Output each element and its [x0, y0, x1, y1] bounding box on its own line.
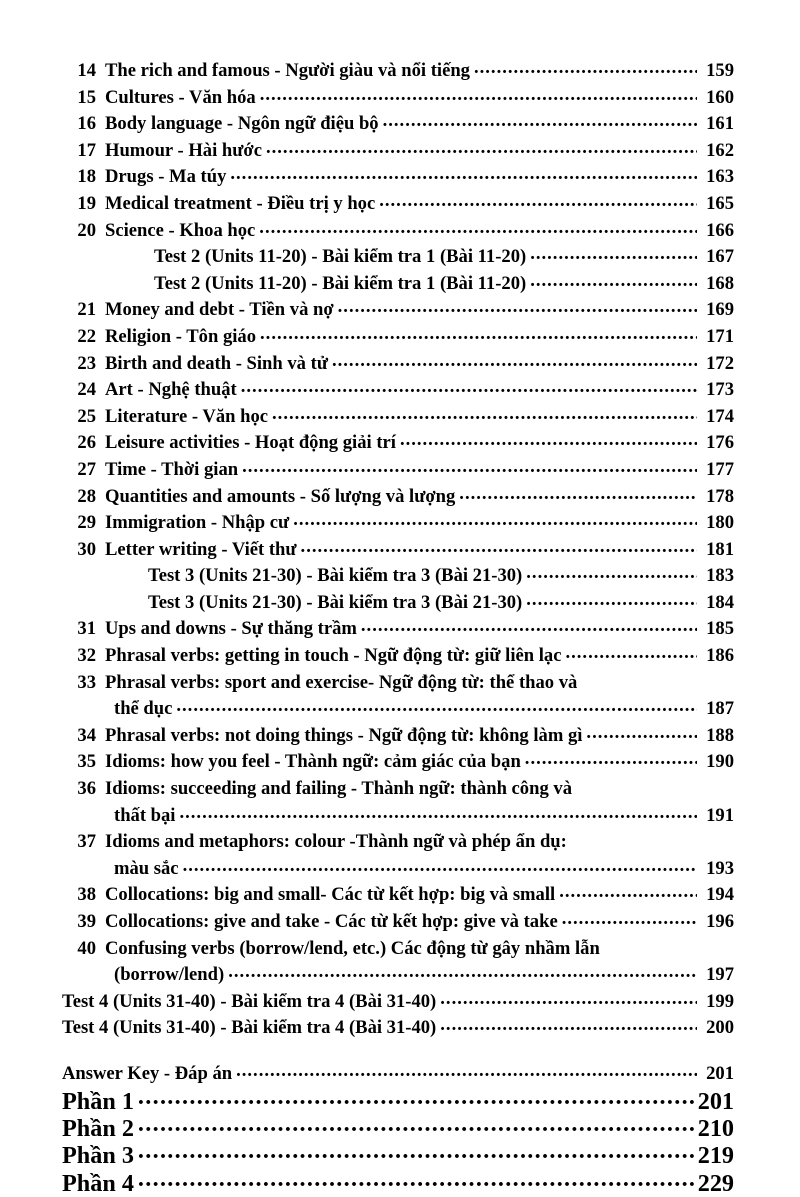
toc-entry-number: 28	[77, 485, 96, 507]
toc-entry-page-number: 201	[697, 1087, 734, 1115]
dot-leader	[138, 1137, 695, 1164]
toc-entry[interactable]	[62, 723, 734, 750]
toc-entry[interactable]	[62, 696, 734, 723]
toc-entry-page-number: 162	[706, 139, 734, 161]
toc-entry[interactable]	[62, 616, 734, 643]
toc-entry[interactable]	[62, 829, 734, 856]
toc-entry[interactable]	[62, 351, 734, 378]
toc-entry-title: Birth and death - Sinh và tử	[105, 352, 328, 374]
toc-entry-title: Phần 4	[62, 1169, 134, 1197]
toc-entry-number: 36	[77, 778, 96, 800]
toc-entry-page-number: 187	[706, 698, 734, 720]
toc-entry[interactable]	[62, 590, 734, 617]
toc-entry-number: 34	[77, 724, 96, 746]
toc-entry-page-number: 190	[706, 751, 734, 773]
dot-leader	[183, 853, 697, 880]
toc-entry-title: Phần 1	[62, 1087, 134, 1115]
toc-entry-title: Ups and downs - Sự thăng trầm	[105, 618, 357, 640]
toc-entry-number: 18	[77, 166, 96, 188]
toc-entry-title: Drugs - Ma túy	[105, 166, 227, 188]
toc-entry-page-number: 159	[706, 60, 734, 81]
toc-entry-title: Test 4 (Units 31-40) - Bài kiểm tra 4 (Bài 31-40)	[62, 1017, 437, 1039]
toc-entry-title: Art - Nghệ thuật	[105, 379, 237, 401]
dot-leader	[179, 800, 697, 827]
toc-entry-page-number: 193	[706, 857, 734, 879]
toc-entry-number: 27	[77, 458, 96, 480]
toc-entry-title: Science - Khoa học	[105, 219, 256, 241]
toc-entry[interactable]	[62, 271, 734, 298]
toc-entry-title: Confusing verbs (borrow/lend, etc.) Các động từ gây nhầm lẫn	[105, 937, 600, 959]
toc-entry-number: 37	[77, 831, 96, 853]
dot-leader	[332, 348, 697, 375]
toc-entry[interactable]	[62, 85, 734, 112]
toc-entry-number: 38	[77, 884, 96, 906]
dot-leader	[242, 454, 697, 481]
toc-entry-number: 21	[77, 299, 96, 321]
dot-leader	[241, 374, 697, 401]
dot-leader	[459, 481, 697, 508]
toc-entry-page-number: 197	[706, 964, 734, 986]
table-of-contents-list	[62, 58, 734, 1197]
toc-entry[interactable]	[62, 377, 734, 404]
toc-entry-page-number: 188	[706, 724, 734, 746]
toc-entry-page-number: 196	[706, 911, 734, 932]
toc-entry-title: Phrasal verbs: not doing things - Ngữ động từ: không làm gì	[105, 724, 583, 746]
toc-entry[interactable]	[62, 218, 734, 245]
toc-entry[interactable]	[62, 324, 734, 351]
toc-entry-title: thất bại	[114, 804, 176, 826]
toc-entry-page-number: 200	[706, 1017, 734, 1039]
toc-entry-title: Leisure activities - Hoạt động giải trí	[105, 432, 396, 454]
toc-entry[interactable]	[62, 111, 734, 138]
toc-entry[interactable]	[62, 749, 734, 776]
toc-entry-page-number: 171	[706, 325, 734, 347]
toc-entry-number: 24	[77, 379, 96, 401]
toc-entry-number: 33	[77, 671, 96, 693]
dot-leader	[338, 294, 697, 321]
toc-entry[interactable]	[62, 936, 734, 963]
toc-entry-number: 29	[77, 512, 96, 534]
dot-leader	[230, 161, 697, 188]
dot-leader	[586, 720, 697, 747]
toc-entry-title: The rich and famous - Người giàu và nổi tiếng	[105, 60, 470, 81]
toc-entry[interactable]	[62, 537, 734, 564]
toc-entry-page-number: 167	[706, 246, 734, 268]
toc-entry[interactable]	[62, 457, 734, 484]
toc-entry-title: Test 3 (Units 21-30) - Bài kiểm tra 3 (Bài 21-30)	[148, 591, 523, 613]
toc-entry-page-number: 168	[706, 272, 734, 294]
dot-leader	[400, 427, 697, 454]
toc-entry-number: 22	[77, 325, 96, 347]
toc-entry[interactable]	[62, 909, 734, 936]
toc-entry-title: Letter writing - Viết thư	[105, 538, 297, 560]
toc-entry[interactable]	[62, 882, 734, 909]
toc-entry[interactable]	[62, 776, 734, 803]
toc-entry-page-number: 169	[706, 299, 734, 321]
toc-entry-page-number: 210	[697, 1114, 734, 1142]
toc-entry[interactable]	[62, 1015, 734, 1042]
toc-entry[interactable]	[62, 484, 734, 511]
dot-leader	[266, 135, 697, 162]
toc-entry-number: 32	[77, 645, 96, 667]
toc-entry[interactable]	[62, 244, 734, 271]
toc-entry[interactable]	[62, 856, 734, 883]
toc-entry-title: Medical treatment - Điều trị y học	[105, 192, 376, 214]
dot-leader	[138, 1165, 695, 1192]
dot-leader	[474, 55, 697, 82]
dot-leader	[559, 879, 697, 906]
toc-entry-number: 31	[77, 618, 96, 640]
toc-entry-title: Phần 3	[62, 1142, 134, 1170]
toc-entry-title: Collocations: give and take - Các từ kết hợp: give và take	[105, 911, 558, 932]
toc-entry-number: 25	[77, 405, 96, 427]
toc-entry[interactable]	[62, 643, 734, 670]
toc-entry-page-number: 181	[706, 538, 734, 560]
toc-entry-page-number: 191	[706, 804, 734, 826]
toc-entry-page-number: 165	[706, 192, 734, 214]
dot-leader	[379, 188, 697, 215]
dot-leader	[228, 959, 697, 986]
toc-entry-title: Test 4 (Units 31-40) - Bài kiểm tra 4 (Bài 31-40)	[62, 990, 437, 1012]
toc-entry-page-number: 184	[706, 591, 734, 613]
toc-entry-title: Idioms: how you feel - Thành ngữ: cảm giác của bạn	[105, 751, 521, 773]
dot-leader	[526, 587, 697, 614]
dot-leader	[176, 693, 697, 720]
toc-entry-title: Immigration - Nhập cư	[105, 512, 290, 534]
toc-entry-title: Idioms: succeeding and failing - Thành ngữ: thành công và	[105, 778, 572, 800]
toc-entry-page-number: 161	[706, 113, 734, 135]
toc-entry[interactable]	[62, 803, 734, 830]
toc-entry-title: Phần 2	[62, 1114, 134, 1142]
toc-entry[interactable]	[62, 138, 734, 165]
toc-entry[interactable]	[62, 191, 734, 218]
dot-leader	[293, 507, 697, 534]
toc-entry-page-number: 199	[706, 990, 734, 1012]
dot-leader	[361, 613, 697, 640]
toc-entry-page-number: 176	[706, 432, 734, 454]
toc-entry[interactable]	[62, 297, 734, 324]
toc-entry-number: 17	[77, 139, 96, 161]
toc-entry-title: Religion - Tôn giáo	[105, 325, 257, 347]
toc-entry-number: 30	[77, 538, 96, 560]
toc-entry-title: (borrow/lend)	[114, 964, 225, 986]
toc-entry-number: 20	[77, 219, 96, 241]
toc-entry-page-number: 183	[706, 565, 734, 587]
toc-entry[interactable]	[62, 164, 734, 191]
dot-leader	[526, 560, 697, 587]
toc-entry-number: 35	[77, 751, 96, 773]
toc-entry-title: Phrasal verbs: sport and exercise- Ngữ động từ: thể thao và	[105, 671, 578, 693]
dot-leader	[530, 268, 697, 295]
dot-leader	[259, 215, 697, 242]
toc-entry-title: Test 2 (Units 11-20) - Bài kiểm tra 1 (Bài 11-20)	[154, 246, 527, 268]
dot-leader	[138, 1083, 695, 1110]
dot-leader	[236, 1058, 697, 1085]
toc-entry-page-number: 201	[706, 1062, 734, 1084]
toc-entry-title: Body language - Ngôn ngữ điệu bộ	[105, 113, 379, 135]
toc-entry[interactable]	[62, 989, 734, 1016]
toc-entry[interactable]	[62, 510, 734, 537]
dot-leader	[260, 82, 697, 109]
toc-entry-title: màu sắc	[114, 857, 179, 879]
toc-entry-number: 23	[77, 352, 96, 374]
toc-entry-page-number: 186	[706, 645, 734, 667]
toc-entry-number: 14	[77, 60, 96, 81]
dot-leader	[565, 640, 697, 667]
dot-leader	[530, 241, 697, 268]
toc-entry[interactable]	[62, 962, 734, 989]
toc-entry[interactable]	[62, 1170, 734, 1197]
toc-entry-number: 39	[77, 911, 96, 932]
toc-entry-page-number: 185	[706, 618, 734, 640]
toc-entry-page-number: 194	[706, 884, 734, 906]
toc-entry-page-number: 173	[706, 379, 734, 401]
toc-entry-page-number: 177	[706, 458, 734, 480]
toc-entry-title: Collocations: big and small- Các từ kết hợp: big và small	[105, 884, 556, 906]
toc-entry[interactable]	[62, 670, 734, 697]
dot-leader	[440, 1012, 697, 1039]
toc-entry-title: Idioms and metaphors: colour -Thành ngữ và phép ẩn dụ:	[105, 831, 567, 853]
toc-entry-title: Test 2 (Units 11-20) - Bài kiểm tra 1 (Bài 11-20)	[154, 272, 527, 294]
dot-leader	[562, 906, 697, 933]
dot-leader	[383, 108, 697, 135]
toc-entry-number: 40	[77, 937, 96, 959]
toc-entry-number: 26	[77, 432, 96, 454]
toc-entry-title: Time - Thời gian	[105, 458, 239, 480]
toc-entry-page-number: 229	[697, 1169, 734, 1197]
toc-entry-title: Cultures - Văn hóa	[105, 86, 256, 108]
toc-entry-number: 15	[77, 86, 96, 108]
toc-entry-page-number: 163	[706, 166, 734, 188]
dot-leader	[301, 534, 697, 561]
toc-entry-title: Literature - Văn học	[105, 405, 269, 427]
dot-leader	[525, 746, 697, 773]
dot-leader	[260, 321, 697, 348]
toc-entry-title: Answer Key - Đáp án	[62, 1062, 233, 1084]
dot-leader	[440, 986, 697, 1013]
toc-entry-page-number: 160	[706, 86, 734, 108]
toc-entry-title: Quantities and amounts - Số lượng và lượng	[105, 485, 456, 507]
toc-entry[interactable]	[62, 58, 734, 85]
toc-entry[interactable]	[62, 404, 734, 431]
toc-entry[interactable]	[62, 563, 734, 590]
toc-entry-title: thể dục	[114, 698, 173, 720]
toc-entry-page-number: 219	[697, 1142, 734, 1170]
toc-entry-title: Phrasal verbs: getting in touch - Ngữ động từ: giữ liên lạc	[105, 645, 562, 667]
toc-entry-title: Humour - Hài hước	[105, 139, 262, 161]
toc-entry-title: Money and debt - Tiền và nợ	[105, 299, 334, 321]
toc-entry[interactable]	[62, 430, 734, 457]
toc-entry-title: Test 3 (Units 21-30) - Bài kiểm tra 3 (Bài 21-30)	[148, 565, 523, 587]
dot-leader	[138, 1110, 695, 1137]
toc-entry-page-number: 180	[706, 512, 734, 534]
toc-entry-page-number: 172	[706, 352, 734, 374]
toc-entry-page-number: 178	[706, 485, 734, 507]
toc-entry-number: 19	[77, 192, 96, 214]
toc-entry-page-number: 166	[706, 219, 734, 241]
dot-leader	[272, 401, 697, 428]
toc-entry-page-number: 174	[706, 405, 734, 427]
toc-entry-number: 16	[77, 113, 96, 135]
